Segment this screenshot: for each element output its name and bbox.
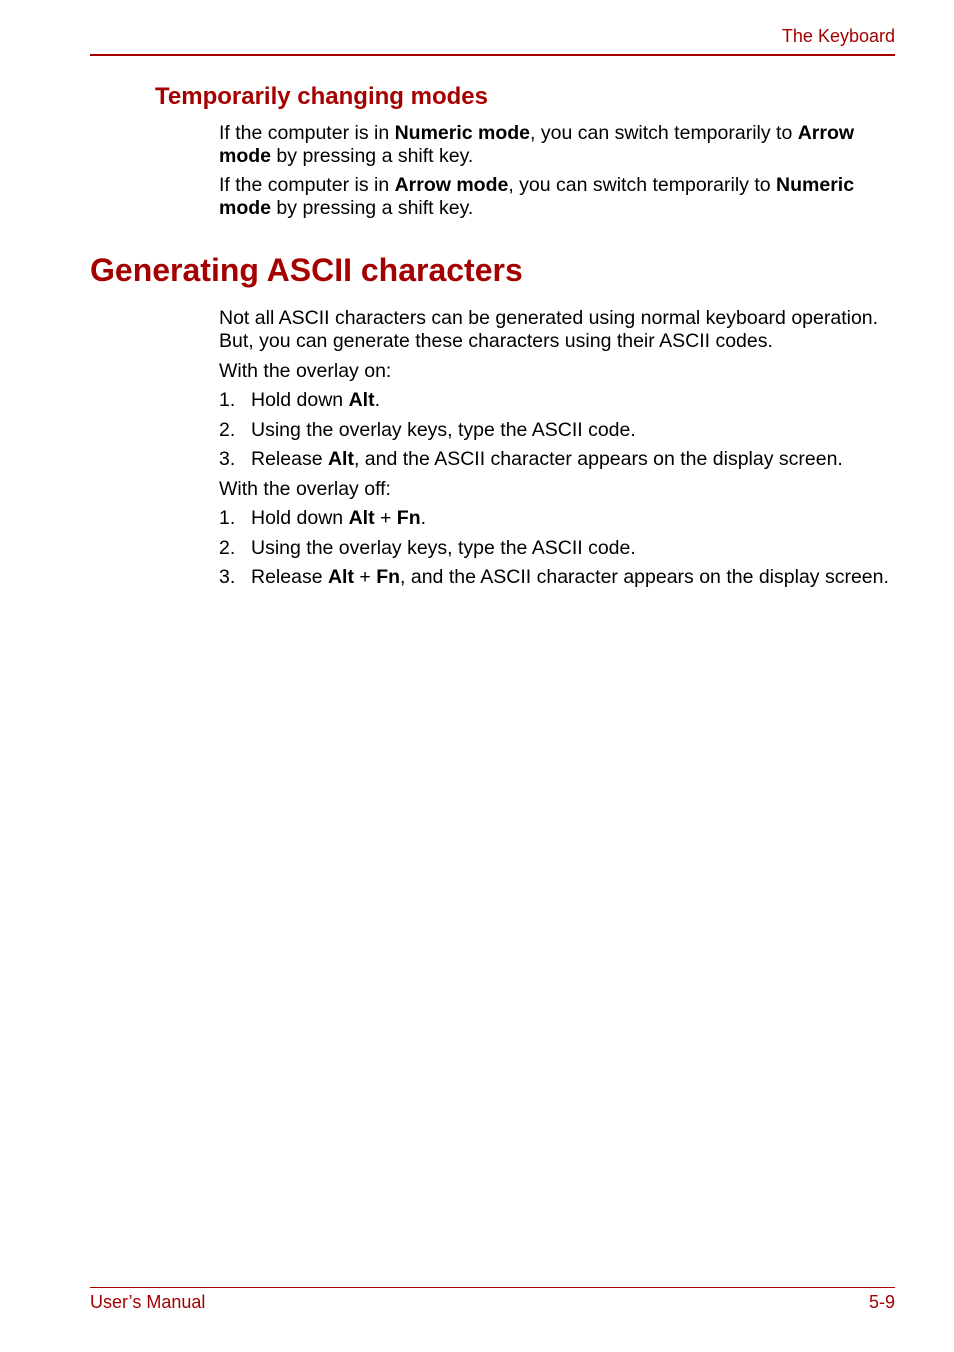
bold-text: Arrow mode <box>394 174 509 196</box>
footer-manual-title: User’s Manual <box>90 1292 206 1312</box>
text: by pressing a shift key. <box>271 197 474 219</box>
text: Release <box>251 448 328 470</box>
bold-text: Arrow mode <box>219 122 855 167</box>
paragraph-intro: Not all ASCII characters can be generated using normal keyboard operation. But, you can generate these characters using their ASCII codes. <box>219 307 879 352</box>
paragraph-arrow-to-numeric <box>219 174 895 220</box>
list-number: 2. <box>219 419 236 441</box>
text: Hold down <box>251 389 349 411</box>
bold-text: Numeric mode <box>219 174 855 219</box>
section-heading-generating-ascii: Generating ASCII characters <box>90 252 523 288</box>
text: . <box>374 389 380 411</box>
footer-divider <box>90 1287 895 1288</box>
list-number: 2. <box>219 537 236 559</box>
list-number: 1. <box>219 507 236 529</box>
text: Release <box>251 566 328 588</box>
text: , you can switch temporarily to <box>530 122 798 144</box>
bold-text: Numeric mode <box>394 122 531 144</box>
text: + <box>353 566 377 588</box>
text: If the computer is in <box>219 122 395 144</box>
key-name: Alt <box>348 389 375 411</box>
list-text <box>251 566 891 589</box>
text: + <box>374 507 397 529</box>
text: , you can switch temporarily to <box>508 174 777 196</box>
paragraph-numeric-to-arrow <box>219 122 895 168</box>
list-text <box>251 507 891 530</box>
list-number: 3. <box>219 448 236 470</box>
list-text <box>251 389 891 412</box>
key-name: Fn <box>396 507 421 529</box>
key-name: Alt <box>348 507 375 529</box>
text: Hold down <box>251 507 349 529</box>
header-divider <box>90 54 895 56</box>
text: , and the ASCII character appears on the display screen. <box>353 448 843 470</box>
text: by pressing a shift key. <box>271 145 474 167</box>
key-name: Alt <box>327 566 354 588</box>
list-text: Using the overlay keys, type the ASCII code. <box>251 419 636 441</box>
text: . <box>420 507 427 529</box>
running-header: The Keyboard <box>781 26 895 46</box>
key-name: Alt <box>327 448 354 470</box>
list-text: Using the overlay keys, type the ASCII code. <box>251 537 636 559</box>
overlay-off-label: With the overlay off: <box>219 478 391 500</box>
page-number: 5-9 <box>868 1292 895 1312</box>
list-text <box>251 448 891 471</box>
key-name: Fn <box>376 566 401 588</box>
text: , and the ASCII character appears on the display screen. <box>400 566 889 588</box>
list-number: 1. <box>219 389 236 411</box>
section-heading-temporarily-changing-modes: Temporarily changing modes <box>155 83 488 110</box>
text: If the computer is in <box>219 174 395 196</box>
list-number: 3. <box>219 566 236 588</box>
overlay-on-label: With the overlay on: <box>219 360 392 382</box>
